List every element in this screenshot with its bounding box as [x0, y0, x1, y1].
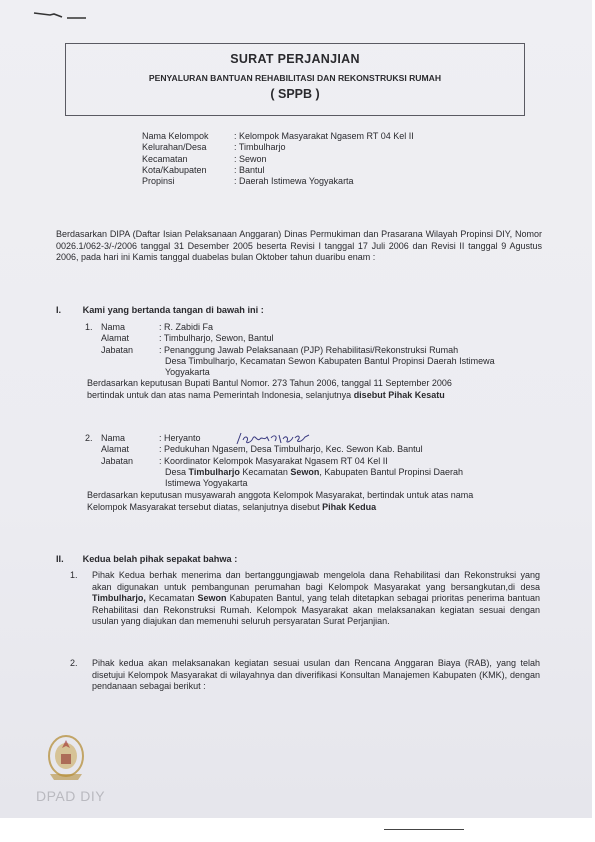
party-designation: Pihak Kedua: [322, 501, 377, 512]
text-segment: Kecamatan: [145, 593, 198, 603]
party-position-cont: Desa Timbulharjo, Kecamatan Sewon Kabupaten Bantul Propinsi Daerah Istimewa: [165, 355, 495, 366]
party-address: : Pedukuhan Ngasem, Desa Timbulharjo, Kec. Sewon Kab. Bantul: [159, 444, 423, 455]
title-box: [65, 43, 525, 116]
party-basis: [85, 502, 540, 513]
identity-label: Propinsi: [142, 176, 175, 187]
party-position: : Koordinator Kelompok Masyarakat Ngasem RT 04 Kel II: [159, 455, 388, 466]
field-label: Alamat: [101, 444, 130, 455]
field-label: Jabatan: [101, 455, 134, 466]
document-subtitle: PENYALURAN BANTUAN REHABILITASI DAN REKONSTRUKSI RUMAH: [148, 73, 442, 83]
field-label: Nama: [101, 433, 126, 443]
field-label: Alamat: [101, 333, 130, 344]
text-segment: Kabupaten Bantul, yang telah ditetapkan sebagai prioritas penerima bantuan Rehabilitasi dan Rekonstruksi Rumah. Kelompok Masyarakat akan melaksanakan kegiatan sesuai dengan usulan yang diajukan dan memenuhi seluruh persyaratan Surat Perjanjian.: [92, 593, 540, 626]
village-name: Timbulharjo,: [92, 593, 146, 603]
party-number: 2.: [85, 433, 93, 443]
party-position: : Penanggung Jawab Pelaksanaan (PJP) Rehabilitasi/Rekonstruksi Rumah: [159, 344, 459, 355]
identity-label: Kota/Kabupaten: [142, 164, 207, 175]
pen-mark-icon: [32, 10, 87, 22]
village-name: Timbulharjo: [188, 466, 240, 477]
party-name: : Heryanto: [159, 433, 201, 443]
party-designation: disebut Pihak Kesatu: [353, 389, 445, 400]
field-label: Nama: [101, 322, 126, 332]
text-segment: , Kabupaten Bantul Propinsi Daerah: [319, 466, 464, 477]
identity-row: [142, 131, 414, 142]
identity-label: Kelurahan/Desa: [142, 142, 207, 153]
list-item: [70, 658, 540, 693]
handwritten-signature-icon: [235, 431, 313, 447]
identity-label: Kecamatan: [142, 153, 188, 164]
identity-value: : Bantul: [234, 164, 265, 175]
list-text: Pihak kedua akan melaksanakan kegiatan sesuai usulan dan Rencana Anggaran Biaya (RAB), yang telah disetujui Kelompok Masyarakat di wilayahnya dan diverifikasi Konsultan Manajemen Kabupaten (KMK), dengan pendanaan sebagai berikut :: [92, 658, 540, 691]
section-title: Kami yang bertanda tangan di bawah ini :: [82, 305, 264, 315]
party-address: : Timbulharjo, Sewon, Bantul: [159, 333, 274, 344]
section-title: Kedua belah pihak sepakat bahwa :: [82, 554, 238, 564]
identity-value: : Daerah Istimewa Yogyakarta: [234, 176, 354, 187]
section-heading: [56, 305, 264, 315]
identity-value: : Kelompok Masyarakat Ngasem RT 04 Kel II: [234, 131, 414, 141]
party-basis: Berdasarkan keputusan Bupati Bantul Nomor. 273 Tahun 2006, tanggal 11 September 2006: [87, 378, 452, 389]
list-text: [92, 570, 540, 628]
identity-label: Nama Kelompok: [142, 131, 209, 141]
section-number: I.: [56, 305, 62, 315]
identity-row: [142, 154, 414, 165]
watermark: DPAD DIY: [36, 788, 106, 804]
section-number: II.: [56, 554, 64, 564]
field-label: Jabatan: [101, 344, 134, 355]
list-number: 1.: [70, 570, 78, 580]
identity-value: : Sewon: [234, 153, 267, 164]
identity-row: [142, 165, 414, 176]
party-position-cont: Yogyakarta: [165, 367, 210, 378]
party-two: [85, 433, 540, 513]
yogyakarta-seal-icon: [44, 730, 88, 788]
document-code: ( SPPB ): [270, 87, 320, 101]
district-name: Sewon: [290, 466, 320, 477]
text-segment: Pihak Kedua berhak menerima dan bertanggungjawab mengelola dana Rehabilitasi dan Rekonstruksi yang akan digunakan untuk pembangunan perumahan bagi Kelompok Masyarakat yang bersangkutan,di desa: [92, 570, 540, 592]
section-heading: [56, 554, 237, 564]
party-basis: [85, 390, 540, 401]
identity-value: : Timbulharjo: [234, 142, 286, 153]
party-position-cont: Istimewa Yogyakarta: [165, 478, 248, 489]
document-title: SURAT PERJANJIAN: [230, 52, 360, 66]
footer-rule: [384, 829, 464, 830]
list-item: [70, 570, 540, 628]
party-number: 1.: [85, 322, 93, 332]
basis-text: bertindak untuk dan atas nama Pemerintah Indonesia, selanjutnya: [87, 389, 354, 400]
party-name: : R. Zabidi Fa: [159, 322, 214, 332]
identity-row: [142, 176, 414, 187]
identity-block: [142, 131, 414, 187]
party-position-cont: [85, 467, 540, 478]
party-one: [85, 322, 540, 401]
district-name: Sewon: [197, 593, 227, 603]
intro-paragraph: Berdasarkan DIPA (Daftar Isian Pelaksanaan Anggaran) Dinas Permukiman dan Prasarana Wilayah Propinsi DIY, Nomor 0026.1/062-3/-/2006 tanggal 31 Desember 2005 beserta Revisi I tanggal 17 Juli 2006 dan Revisi II tanggal 9 Agustus 2006, pada hari ini Kamis tanggal duabelas bulan Oktober tahun duaribu enam :: [56, 229, 542, 262]
identity-row: [142, 142, 414, 153]
list-number: 2.: [70, 658, 78, 668]
basis-text: Kelompok Masyarakat tersebut diatas, selanjutnya disebut: [87, 501, 323, 512]
party-basis: Berdasarkan keputusan musyawarah anggota Kelompok Masyarakat, bertindak untuk atas nama: [87, 490, 474, 501]
text-segment: Desa: [165, 466, 189, 477]
text-segment: Kecamatan: [239, 466, 291, 477]
